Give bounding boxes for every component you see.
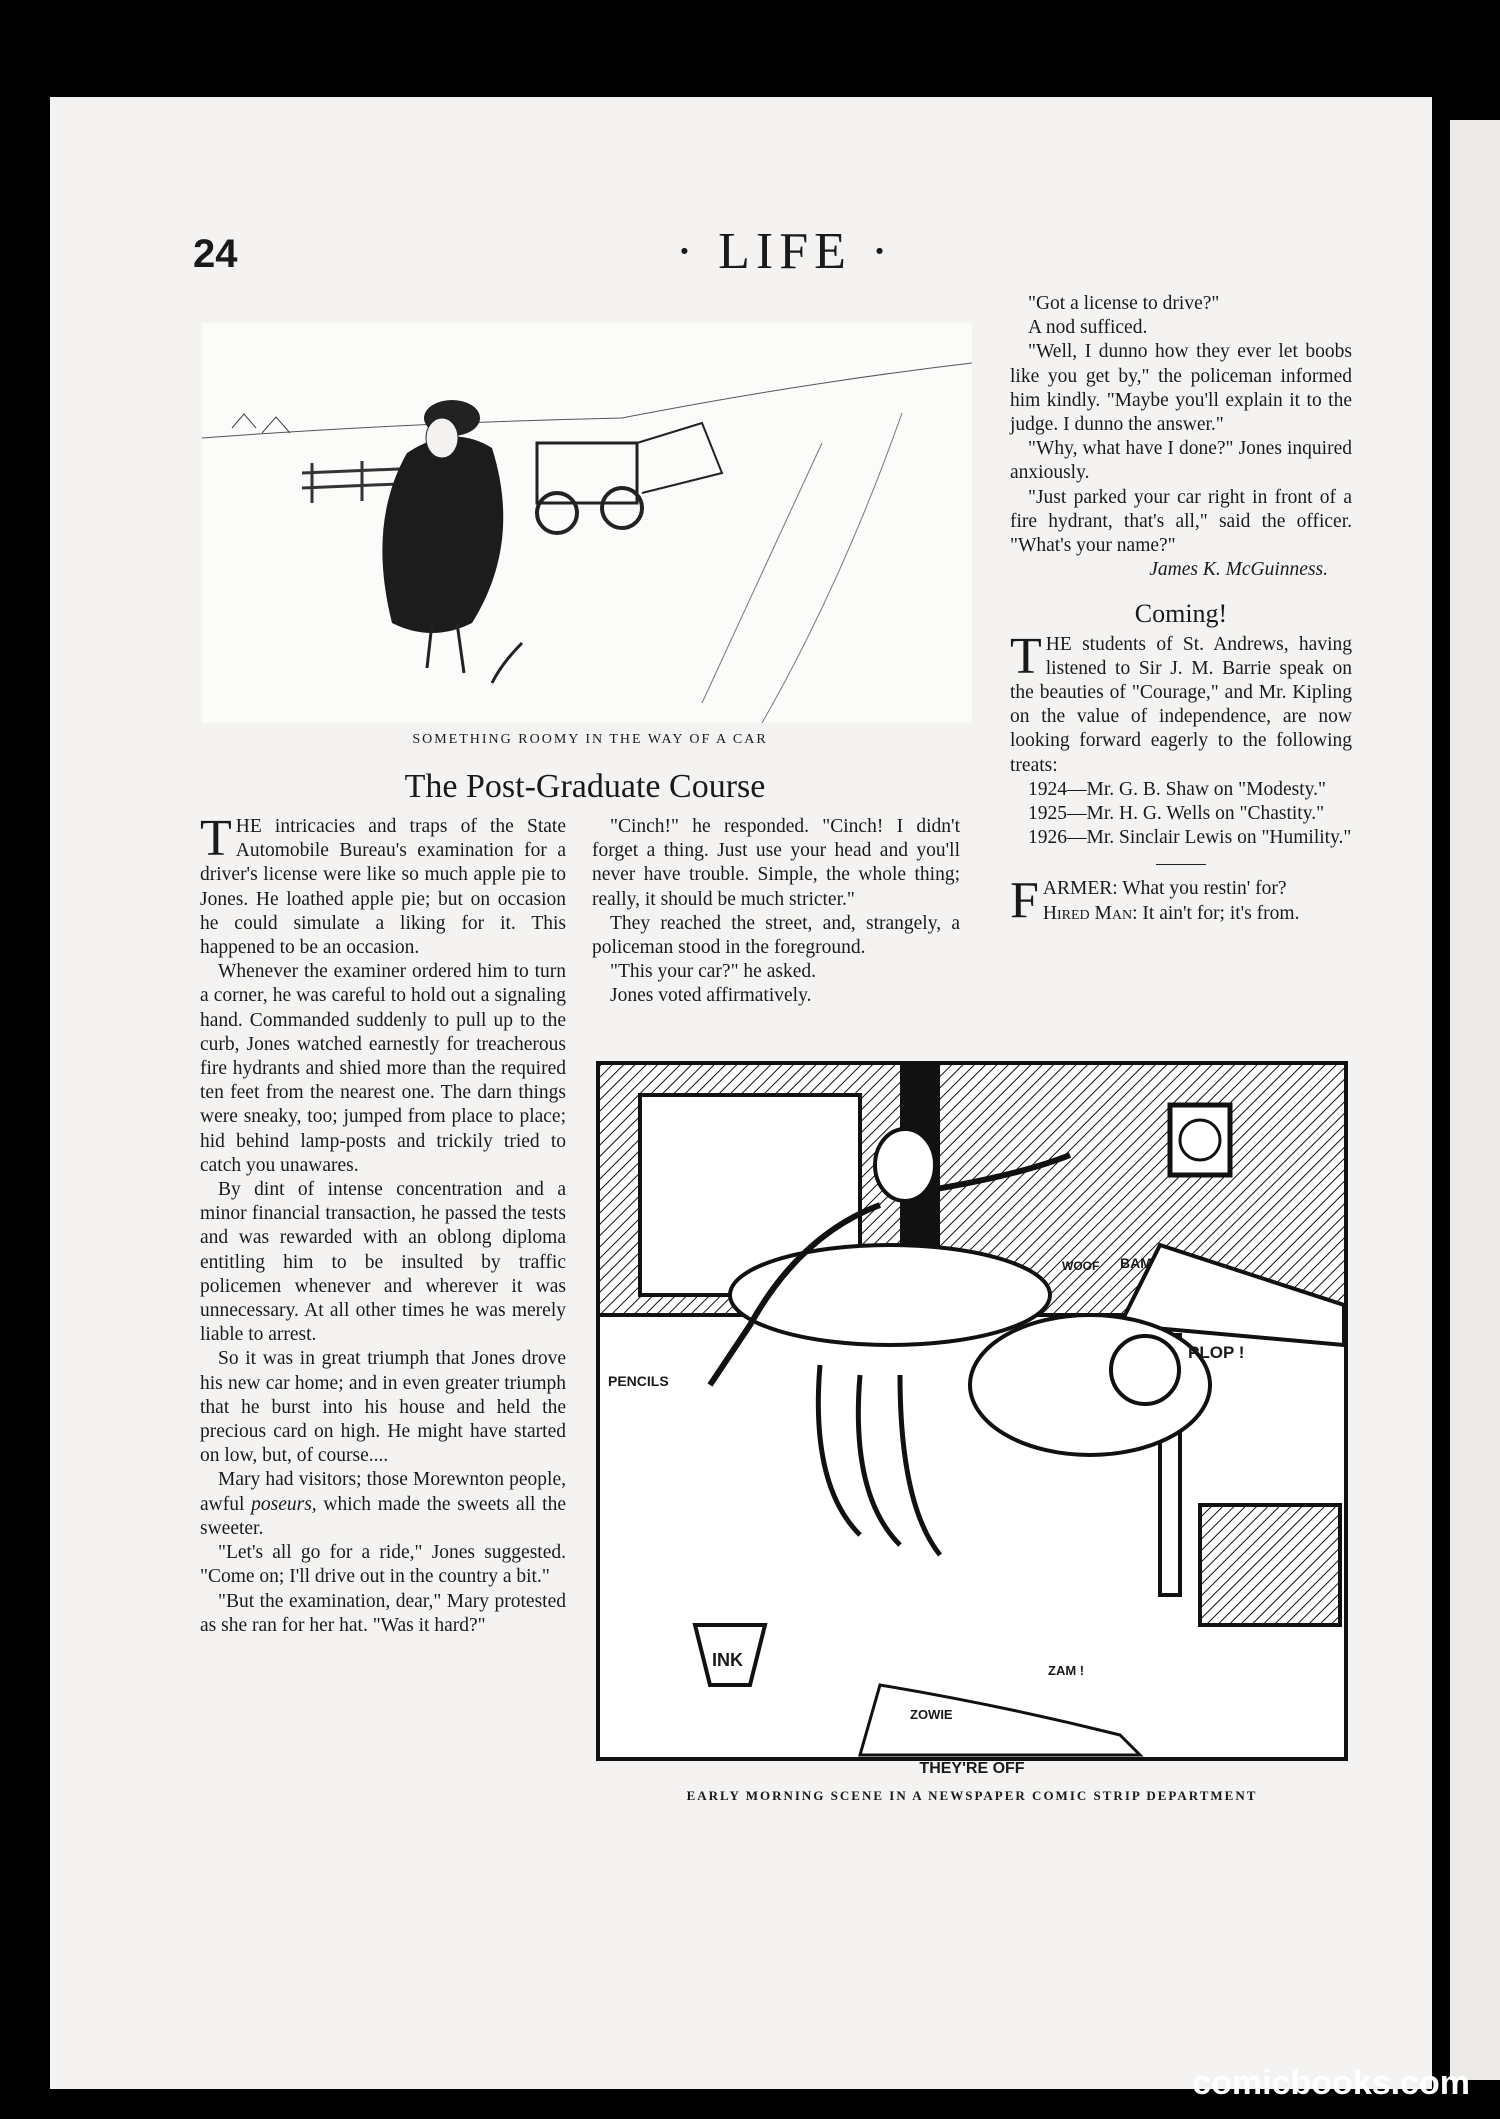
joke-line-2: Hired Man: It ain't for; it's from.	[1042, 902, 1300, 924]
story-paragraph: A nod sufficed.	[1028, 317, 1148, 339]
comic-label-plop: PLOP !	[1188, 1343, 1245, 1362]
story-paragraph-6: "Let's all go for a ride," Jones suggested. "Come on; I'll drive out in the country a bit."	[200, 1542, 566, 1588]
story-paragraph: "Well, I dunno how they ever let boobs like you get by," the policeman informed him kindly. "Maybe you'll explain it to the judge. I dunno the answer."	[1010, 341, 1352, 436]
watermark: comicbooks.com	[1192, 2064, 1470, 2102]
comic-label-bam: BAM	[1120, 1255, 1152, 1271]
story-paragraph: Jones voted affirmatively.	[610, 985, 812, 1007]
story-column-1	[200, 810, 566, 1638]
story-paragraph-7: "But the examination, dear," Mary protested as she ran for her hat. "Was it hard?"	[200, 1590, 566, 1636]
coming-item: 1924—Mr. G. B. Shaw on "Modesty."	[1028, 778, 1326, 800]
comic-label-pencils: PENCILS	[608, 1373, 669, 1389]
page-number: 24	[193, 232, 238, 276]
story-column-2	[592, 815, 960, 1009]
drop-cap: T	[1010, 627, 1042, 685]
comic-label-zam: ZAM !	[1048, 1663, 1085, 1678]
story-paragraph: "Got a license to drive?"	[1028, 293, 1220, 314]
story-title: The Post-Graduate Course	[404, 768, 766, 805]
section-title-coming: Coming!	[1134, 599, 1228, 629]
author-signature: James K. McGuinness.	[1149, 559, 1328, 581]
story-paragraph: They reached the street, and, strangely, a policeman stood in the foreground.	[592, 912, 960, 959]
story-paragraph-4: So it was in great triumph that Jones drove his new car home; and in even greater triumph that he burst into his house and held the precious card on high. He might have started on low, but, of course....	[200, 1348, 566, 1467]
drop-cap: F	[1010, 872, 1039, 930]
drop-cap: T	[200, 810, 232, 867]
woman-in-fur-coat-and-car-drawing-icon	[202, 323, 972, 723]
story-column-3	[1010, 292, 1352, 930]
section-divider	[1156, 864, 1206, 865]
joke-line-1: FARMER: What you restin' for?	[1010, 872, 1287, 930]
story-paragraph: "Cinch!" he responded. "Cinch! I didn't forget a thing. Just use your head and you'll never have trouble. Simple, the whole thing; really, it should be much stricter."	[592, 816, 960, 910]
comic-label-woof: WOOF	[1062, 1259, 1100, 1273]
comic-label-zowie: ZOWIE	[910, 1707, 953, 1722]
story-paragraph-2: Whenever the examiner ordered him to turn a corner, he was careful to hold out a signaling hand. Commanded suddenly to pull up to the curb, Jones watched earnestly for treacherous fire hydrants and shied more than the required ten feet from the nearest one. The darn things were sneaky, too; jumped from place to place; hid behind lamp-posts and trickily tried to catch you unawares.	[200, 961, 566, 1176]
coming-item: 1926—Mr. Sinclair Lewis on "Humility."	[1028, 827, 1352, 849]
comic-caption: EARLY MORNING SCENE IN A NEWSPAPER COMIC STRIP DEPARTMENT	[686, 1788, 1258, 1803]
top-illustration-caption: SOMETHING ROOMY IN THE WAY OF A CAR	[412, 732, 768, 747]
comic-title: THEY'RE OFF	[919, 1760, 1025, 1777]
masthead-title: · LIFE ·	[675, 223, 895, 280]
comic-label-ink: INK	[712, 1650, 743, 1670]
story-paragraph-5: Mary had visitors; those Morewnton people, awful poseurs, which made the sweets all the sweeter.	[200, 1469, 566, 1539]
story-paragraph-3: By dint of intense concentration and a minor financial transaction, he passed the tests and was rewarded with an oblong diploma entitling him to be insulted by traffic policemen whenever and wherever it was unnecessary. At all other times he was merely liable to arrest.	[200, 1179, 566, 1346]
coming-intro: THE students of St. Andrews, having listened to Sir J. M. Barrie speak on the beauties of "Courage," and Mr. Kipling on the value of independence, are now looking forward eagerly to the following treats:	[1010, 627, 1352, 776]
coming-item: 1925—Mr. H. G. Wells on "Chastity."	[1028, 803, 1325, 825]
top-illustration	[202, 323, 972, 723]
story-paragraph-1: THE intricacies and traps of the State Automobile Bureau's examination for a driver's license were like so much apple pie to Jones. He loathed apple pie; but on occasion he could simulate a liking for it. This happened to be an occasion.	[200, 810, 566, 959]
adjacent-page-edge	[1450, 120, 1500, 2080]
story-paragraph: "Why, what have I done?" Jones inquired anxiously.	[1010, 438, 1352, 484]
comic-panel	[596, 1061, 1348, 1761]
story-paragraph: "Just parked your car right in front of a fire hydrant, that's all," said the officer. "What's your name?"	[1010, 486, 1352, 557]
story-paragraph: "This your car?" he asked.	[610, 961, 816, 983]
